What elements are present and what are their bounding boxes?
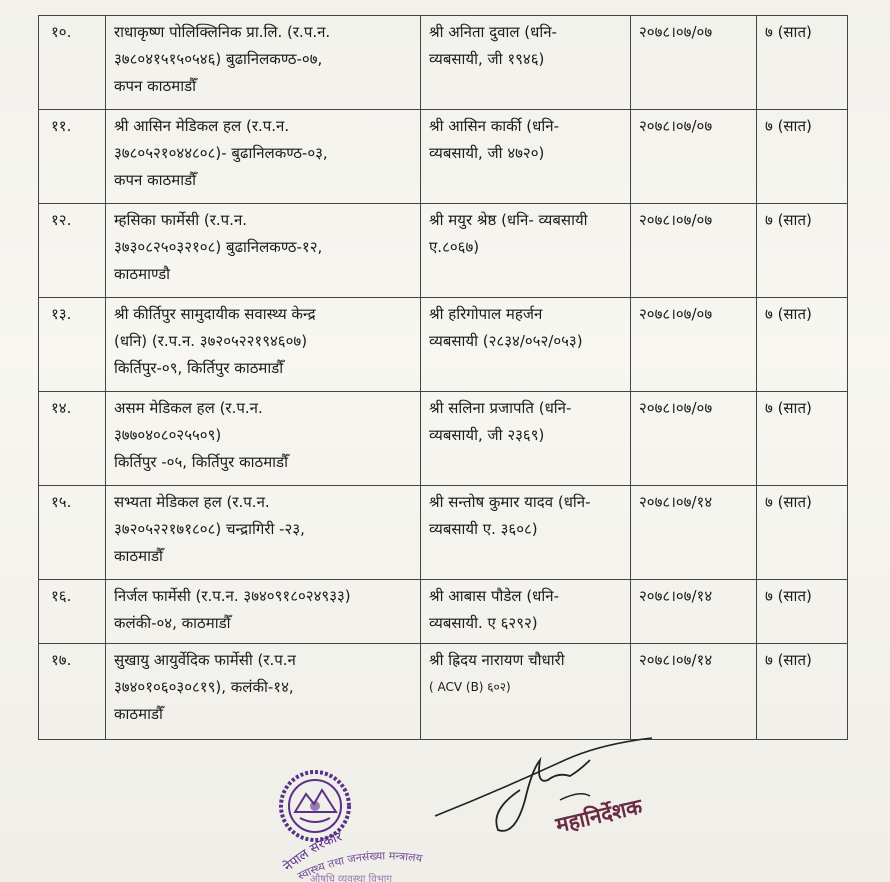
owner-line: श्री ह्रिदय नारायण चौधारी: [429, 651, 565, 669]
days-cell: ७ (सात): [757, 392, 848, 486]
date-cell: २०७८।०७/१४: [631, 486, 757, 580]
table-row: [39, 110, 848, 204]
days-cell: ७ (सात): [757, 644, 848, 740]
pharmacy-name-cell: [106, 16, 421, 110]
pharmacy-name-line: निर्जल फार्मेसी (र.प.न. ३७४०९१८०२४९३३): [114, 587, 351, 605]
pharmacy-name-cell: [106, 204, 421, 298]
table-row: [39, 298, 848, 392]
pharmacy-name-line: किर्तिपुर -०५, किर्तिपुर काठमाडौँ: [114, 453, 288, 471]
pharmacy-name-line: असम मेडिकल हल (र.प.न.: [114, 399, 263, 417]
date-cell: २०७८।०७/०७: [631, 392, 757, 486]
days-cell: ७ (सात): [757, 580, 848, 644]
owner-cell: [421, 204, 631, 298]
pharmacy-name-line: ३७८०४१५१५०५४६) बुढानिलकण्ठ-०७,: [114, 50, 323, 68]
owner-line: श्री अनिता दुवाल (धनि-: [429, 23, 557, 41]
pharmacy-name-line: श्री कीर्तिपुर सामुदायीक सवास्थ्य केन्द्र: [114, 305, 316, 323]
pharmacy-name-line: काठमाडौँ: [114, 547, 163, 565]
pharmacy-name-line: काठमाण्डौ: [114, 265, 171, 283]
owner-line: व्यबसायी. ए ६२९२): [429, 614, 538, 632]
stamp-line-1: नेपाल सरकार: [280, 829, 344, 875]
pharmacy-name-line: कलंकी-०४, काठमाडौँ: [114, 614, 231, 632]
days-cell: ७ (सात): [757, 110, 848, 204]
pharmacy-name-line: किर्तिपुर-०९, किर्तिपुर काठमाडौँ: [114, 359, 284, 377]
pharmacy-name-line: श्री आसिन मेडिकल हल (र.प.न.: [114, 117, 290, 135]
serial-number-cell: १७.: [39, 644, 106, 740]
pharmacy-name-line: कपन काठमाडौँ: [114, 171, 197, 189]
table-row: [39, 644, 848, 740]
owner-cell: [421, 644, 631, 740]
serial-number-cell: ११.: [39, 110, 106, 204]
owner-line: ( ACV (B) ६०२): [429, 680, 511, 694]
table-row: [39, 16, 848, 110]
owner-line: व्यबसायी, जी १९४६): [429, 50, 545, 68]
pharmacy-name-line: ३७८०५२१०४४८०८)- बुढानिलकण्ठ-०३,: [114, 144, 328, 162]
pharmacy-name-line: ३७२०५२२१७१८०८) चन्द्रागिरी -२३,: [114, 520, 305, 538]
pharmacy-name-cell: [106, 110, 421, 204]
pharmacy-name-line: काठमाडौँ: [114, 705, 163, 723]
table-body: [39, 16, 848, 740]
owner-cell: [421, 486, 631, 580]
owner-line: श्री हरिगोपाल महर्जन: [429, 305, 543, 323]
owner-cell: [421, 110, 631, 204]
pharmacy-name-line: ३७३०८२५०३२१०८) बुढानिलकण्ठ-१२,: [114, 238, 323, 256]
date-cell: २०७८।०७/१४: [631, 580, 757, 644]
owner-line: श्री मयुर श्रेष्ठ (धनि- व्यबसायी: [429, 211, 588, 229]
serial-number-cell: १३.: [39, 298, 106, 392]
pharmacy-name-line: ३७४०१०६०३०८१९), कलंकी-१४,: [114, 678, 294, 696]
pharmacy-name-line: ३७७०४०८०२५५०९): [114, 426, 222, 444]
serial-number-cell: १५.: [39, 486, 106, 580]
pharmacy-name-line: राधाकृष्ण पोलिक्लिनिक प्रा.लि. (र.प.न.: [114, 23, 331, 41]
pharmacy-name-cell: [106, 580, 421, 644]
days-cell: ७ (सात): [757, 204, 848, 298]
owner-cell: [421, 580, 631, 644]
pharmacy-name-line: म्हसिका फार्मेसी (र.प.न.: [114, 211, 248, 229]
pharmacy-name-cell: [106, 486, 421, 580]
date-cell: २०७८।०७/०७: [631, 110, 757, 204]
stamp-line-3: औषधि व्यवस्था विभाग: [310, 874, 392, 882]
owner-cell: [421, 16, 631, 110]
government-stamp: [270, 768, 430, 882]
pharmacy-name-cell: [106, 644, 421, 740]
stamp-line-2: स्वास्थ्य तथा जनसंख्या मन्त्रालय: [295, 849, 423, 882]
signature-title: महानिर्देशक: [553, 794, 645, 838]
serial-number-cell: १४.: [39, 392, 106, 486]
owner-line: श्री सलिना प्रजापति (धनि-: [429, 399, 572, 417]
pharmacy-table: [38, 15, 848, 740]
owner-line: श्री सन्तोष कुमार यादव (धनि-: [429, 493, 591, 511]
days-cell: ७ (सात): [757, 486, 848, 580]
owner-cell: [421, 298, 631, 392]
owner-line: व्यबसायी, जी ४७२०): [429, 144, 545, 162]
pharmacy-name-line: (धनि) (र.प.न. ३७२०५२२१९४६०७): [114, 332, 308, 350]
owner-line: श्री आबास पौडेल (धनि-: [429, 587, 560, 605]
owner-line: व्यबसायी, जी २३६९): [429, 426, 545, 444]
serial-number-cell: १६.: [39, 580, 106, 644]
pharmacy-name-line: सुखायु आयुर्वेदिक फार्मेसी (र.प.न: [114, 651, 296, 669]
pharmacy-name-cell: [106, 298, 421, 392]
date-cell: २०७८।०७/१४: [631, 644, 757, 740]
pharmacy-name-line: कपन काठमाडौँ: [114, 77, 197, 95]
table-row: [39, 486, 848, 580]
serial-number-cell: १०.: [39, 16, 106, 110]
table-row: [39, 392, 848, 486]
days-cell: ७ (सात): [757, 16, 848, 110]
signature: [430, 730, 670, 840]
date-cell: २०७८।०७/०७: [631, 298, 757, 392]
days-cell: ७ (सात): [757, 298, 848, 392]
owner-line: व्यबसायी (२८३४/०५२/०५३): [429, 332, 583, 350]
owner-line: ए.८०६७): [429, 238, 480, 256]
pharmacy-name-line: सभ्यता मेडिकल हल (र.प.न.: [114, 493, 270, 511]
table-row: [39, 580, 848, 644]
owner-cell: [421, 392, 631, 486]
table-row: [39, 204, 848, 298]
serial-number-cell: १२.: [39, 204, 106, 298]
date-cell: २०७८।०७/०७: [631, 16, 757, 110]
owner-line: व्यबसायी ए. ३६०८): [429, 520, 538, 538]
date-cell: २०७८।०७/०७: [631, 204, 757, 298]
pharmacy-name-cell: [106, 392, 421, 486]
owner-line: श्री आसिन कार्की (धनि-: [429, 117, 559, 135]
